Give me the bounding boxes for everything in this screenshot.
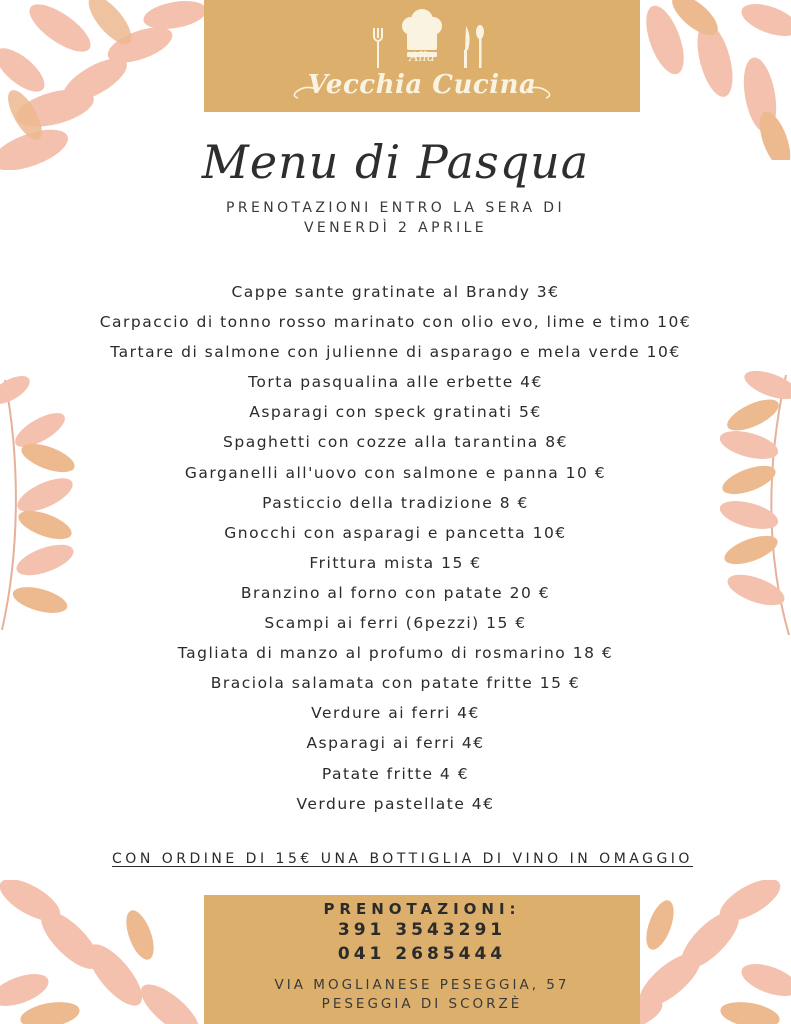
menu-item: Scampi ai ferri (6pezzi) 15 € bbox=[264, 614, 527, 633]
menu-item: Garganelli all'uovo con salmone e panna 10 € bbox=[184, 463, 607, 482]
menu-item: Asparagi ai ferri 4€ bbox=[306, 734, 485, 753]
page-title: Menu di Pasqua bbox=[201, 135, 590, 189]
menu-item: Tartare di salmone con julienne di asparago e mela verde 10€ bbox=[110, 343, 681, 362]
menu-item: Branzino al forno con patate 20 € bbox=[240, 583, 551, 602]
wine-promo-text: CON ORDINE DI 15€ UNA BOTTIGLIA DI VINO IN OMAGGIO bbox=[112, 851, 693, 867]
logo-banner bbox=[204, 0, 640, 112]
logo-alla-text: Alla bbox=[409, 50, 435, 65]
phone-number-1: 391 3543291 bbox=[337, 920, 507, 940]
reservation-deadline-line2: VENERDÌ 2 APRILE bbox=[303, 220, 488, 236]
menu-item: Spaghetti con cozze alla tarantina 8€ bbox=[223, 433, 568, 452]
menu-item: Frittura mista 15 € bbox=[309, 553, 482, 572]
address-line-2: PESEGGIA DI SCORZÈ bbox=[321, 996, 523, 1012]
menu-item: Cappe sante gratinate al Brandy 3€ bbox=[231, 283, 560, 301]
reservations-label: PRENOTAZIONI: bbox=[323, 900, 521, 918]
menu-item: Torta pasqualina alle erbette 4€ bbox=[248, 373, 543, 392]
menu-item: Tagliata di manzo al profumo di rosmarino 18 € bbox=[177, 644, 614, 663]
menu-item: Verdure pastellate 4€ bbox=[296, 794, 495, 813]
contact-box bbox=[204, 895, 640, 1024]
reservation-deadline-line1: PRENOTAZIONI ENTRO LA SERA DI bbox=[226, 200, 565, 216]
menu-item: Gnocchi con asparagi e pancetta 10€ bbox=[224, 523, 567, 542]
menu-item: Pasticcio della tradizione 8 € bbox=[262, 493, 529, 512]
address-line-1: VIA MOGLIANESE PESEGGIA, 57 bbox=[274, 977, 570, 993]
menu-item: Carpaccio di tonno rosso marinato con olio evo, lime e timo 10€ bbox=[99, 313, 692, 332]
menu-item: Patate fritte 4 € bbox=[321, 764, 470, 783]
menu-item: Asparagi con speck gratinati 5€ bbox=[249, 403, 542, 422]
menu-list bbox=[0, 277, 791, 819]
phone-number-2: 041 2685444 bbox=[337, 944, 507, 964]
leaf-decoration-bottom-left-icon bbox=[0, 880, 215, 1024]
menu-item: Braciola salamata con patate fritte 15 € bbox=[210, 674, 581, 693]
logo-name-text: Vecchia Cucina bbox=[307, 70, 537, 100]
menu-item: Verdure ai ferri 4€ bbox=[311, 704, 480, 723]
